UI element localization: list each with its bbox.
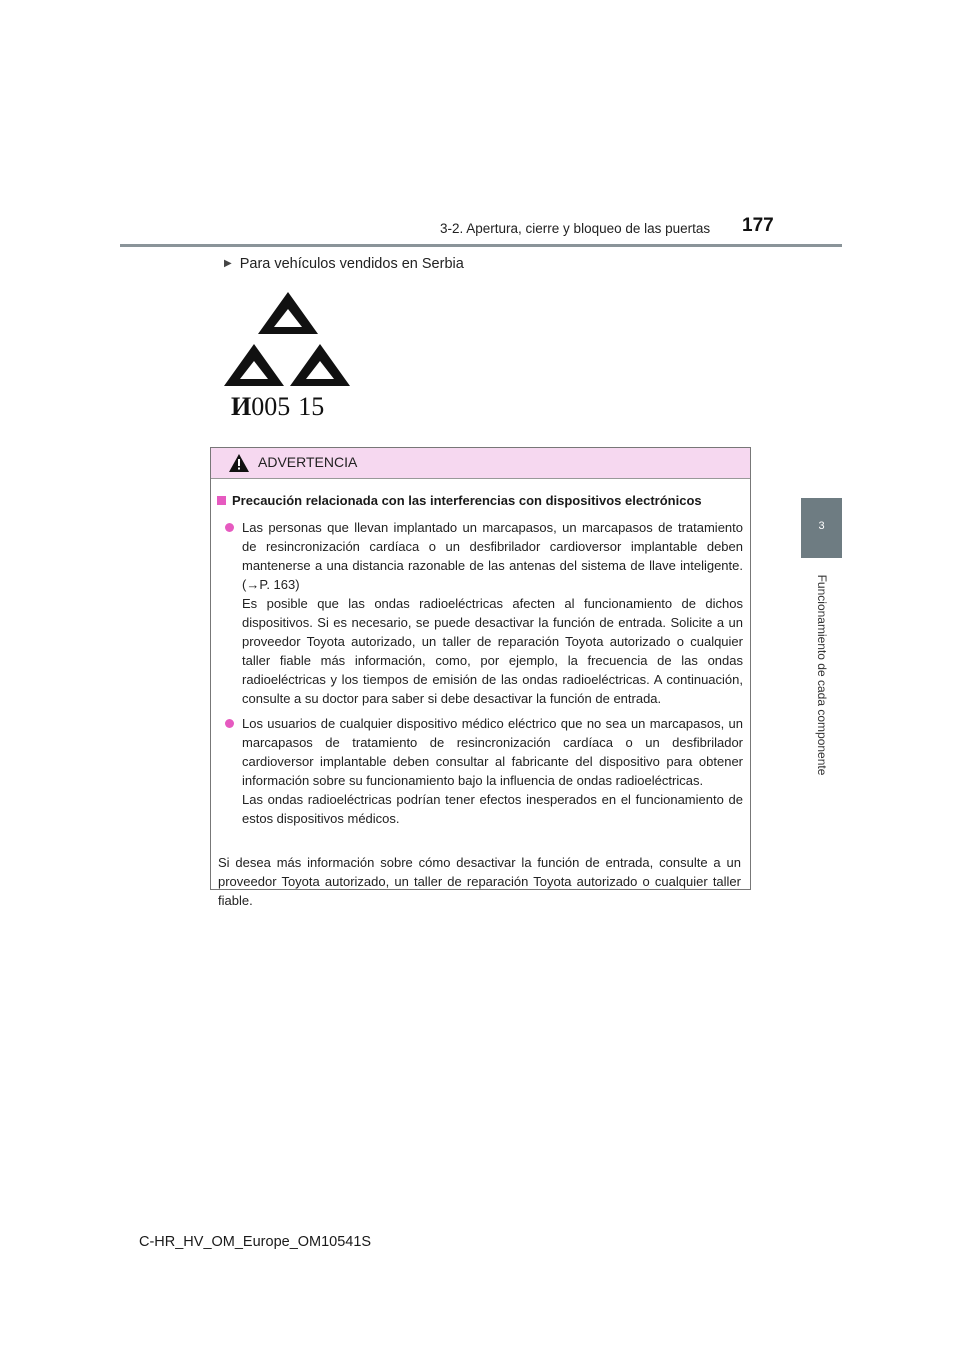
warning-item-2 — [225, 714, 743, 828]
warning-item-2-para-2: Las ondas radioeléctricas podrían tener efectos inesperados en el funcionamiento de estos dispositivos médicos. — [242, 792, 743, 826]
warning-item-1 — [225, 518, 743, 708]
warning-item-1-para-2: Es posible que las ondas radioeléctricas afecten al funcionamiento de dichos dispositivos. Si es necesario, se puede desactivar la función de entrada. Solicite a un proveedor Toyota autorizado, un taller de reparación Toyota autorizado o cualquier taller fiable más información, como, por ejemplo, la frecuencia de las ondas radioeléctricas y los tiempos de emisión de las ondas radioeléctricas. A continuación, consulte a su doctor para saber si debe desactivar la función de entrada. — [242, 596, 743, 706]
warning-closing: Si desea más información sobre cómo desactivar la función de entrada, consulte a un proveedor Toyota autorizado, un taller de reparación Toyota autorizado o cualquier taller fiable. — [218, 855, 741, 908]
intro-bullet — [224, 256, 464, 272]
square-bullet-icon — [217, 496, 226, 505]
approval-code-b: 15 — [298, 392, 325, 421]
warning-section-title — [217, 493, 742, 508]
chapter-tab-title: Funcionamiento de cada componente — [815, 574, 829, 776]
warning-title: ADVERTENCIA — [258, 454, 358, 470]
warning-item-2-para-1: Los usuarios de cualquier dispositivo médico eléctrico que no sea un marcapasos, un marcapasos de tratamiento de resincronización cardíaca o un desfibrilador cardioversor implantable deben consultar al fabricante del dispositivo para obtener información sobre su funcionamiento bajo la influencia de ondas radioeléctricas. — [242, 716, 743, 788]
warning-section-title-text: Precaución relacionada con las interferencias con dispositivos electrónicos — [232, 493, 702, 508]
warning-box — [210, 447, 751, 908]
approval-mark-code — [231, 392, 324, 422]
approval-code-letter: И — [231, 392, 252, 421]
document-id: C-HR_HV_OM_Europe_OM10541S — [139, 1234, 372, 1250]
header-rule — [120, 244, 842, 247]
circle-bullet-icon — [225, 719, 234, 728]
chapter-tab-number: 3 — [818, 520, 825, 532]
triangle-mark-icon — [224, 290, 354, 390]
circle-bullet-icon — [225, 523, 234, 532]
triangle-right-icon: ▶ — [224, 258, 232, 269]
intro-bullet-text: Para vehículos vendidos en Serbia — [239, 256, 464, 272]
page-number: 177 — [742, 215, 774, 236]
warning-icon — [229, 454, 249, 472]
warning-header — [211, 448, 750, 479]
running-header-section: 3-2. Apertura, cierre y bloqueo de las puertas — [440, 221, 711, 236]
warning-item-1-para-1: Las personas que llevan implantado un marcapasos, un marcapasos de tratamiento de resincronización cardíaca o un desfibrilador cardioversor implantable deben mantenerse a una distancia razonable de las antenas del sistema de llave inteligente. (→P. 163) — [242, 520, 743, 592]
approval-code-a: 005 — [251, 392, 291, 421]
